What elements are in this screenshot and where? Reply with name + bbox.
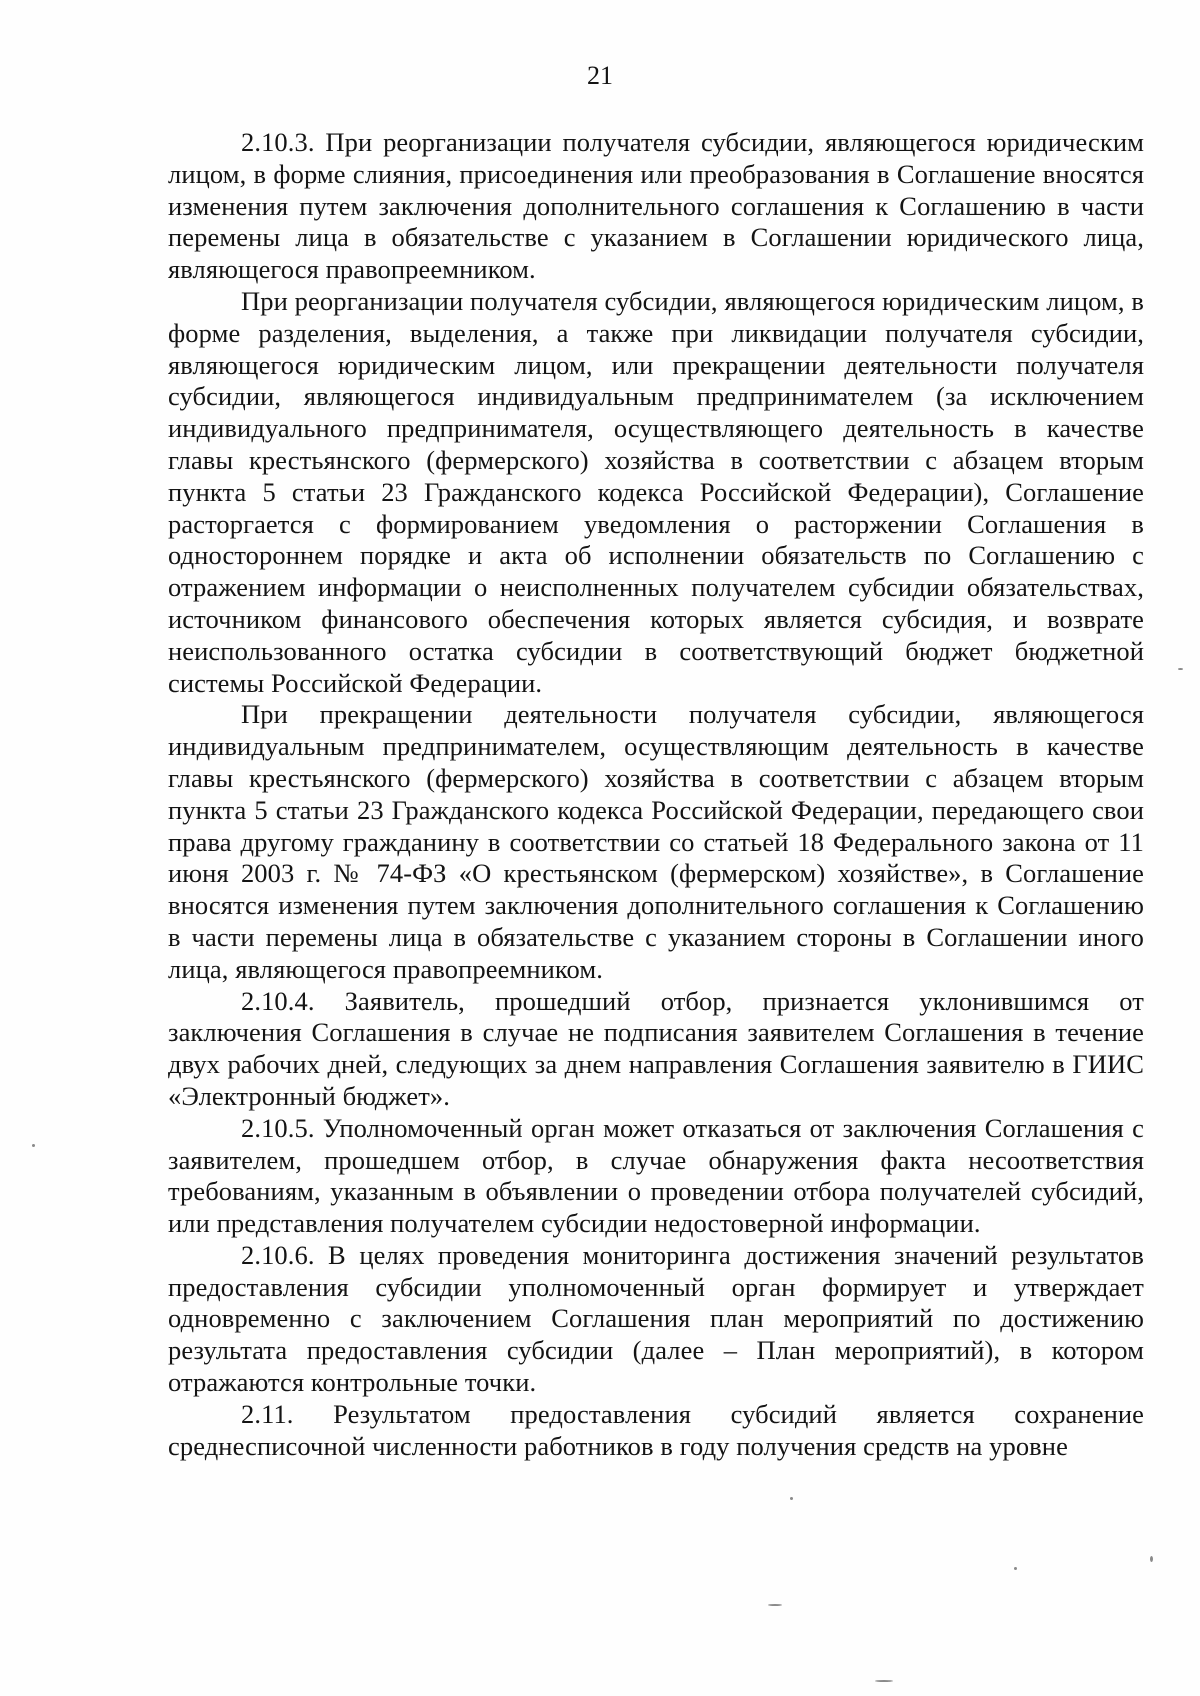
scan-speck — [32, 1144, 35, 1147]
paragraph-2-10-5: 2.10.5. Уполномоченный орган может отказаться от заключения Соглашения с заявителем, прошедшем отбор, в случае обнаружения факта несоответствия требованиям, указанным в объявлении о проведении отбора получателей субсидий, или представления получателем субсидии недостоверной информации. — [168, 1112, 1144, 1239]
paragraph-2-11: 2.11. Результатом предоставления субсидий является сохранение среднесписочной численности работников в году получения средств на уровне — [168, 1398, 1144, 1461]
paragraph-2-10-6: 2.10.6. В целях проведения мониторинга достижения значений результатов предоставления субсидии уполномоченный орган формирует и утверждает одновременно с заключением Соглашения план мероприятий по достижению результата предоставления субсидии (далее – План мероприятий), в котором отражаются контрольные точки. — [168, 1239, 1144, 1398]
scan-speck — [1178, 668, 1183, 670]
scan-speck — [768, 1604, 782, 1606]
page-number: 21 — [587, 61, 613, 90]
scan-speck — [1014, 1567, 1017, 1570]
paragraph-2-10-4: 2.10.4. Заявитель, прошедший отбор, признается уклонившимся от заключения Соглашения в случае не подписания заявителем Соглашения в течение двух рабочих дней, следующих за днем направления Соглашения заявителю в ГИИС «Электронный бюджет». — [168, 985, 1144, 1111]
scan-speck — [790, 1497, 793, 1500]
paragraph-reorganization-division: При реорганизации получателя субсидии, являющегося юридическим лицом, в форме разделения, выделения, а также при ликвидации получателя субсидии, являющегося юридическим лицом, или прекращении деятельности получателя субсидии, являющегося индивидуальным предпринимателем (за исключением индивидуального предпринимателя, осуществляющего деятельность в качестве главы крестьянского (фермерского) хозяйства в соответствии с абзацем вторым пункта 5 статьи 23 Гражданского кодекса Российской Федерации), Соглашение расторгается с формированием уведомления о расторжении Соглашения в одностороннем порядке и акта об исполнении обязательств по Соглашению с отражением информации о неисполненных получателем субсидии обязательствах, источником финансового обеспечения которых является субсидия, и возврате неиспользованного остатка субсидии в соответствующий бюджет бюджетной системы Российской Федерации. — [168, 285, 1144, 698]
document-body — [168, 127, 1144, 1462]
paragraph-2-10-3: 2.10.3. При реорганизации получателя субсидии, являющегося юридическим лицом, в форме слияния, присоединения или преобразования в Соглашение вносятся изменения путем заключения дополнительного соглашения к Соглашению в части перемены лица в обязательстве с указанием в Соглашении юридического лица, являющегося правопреемником. — [168, 127, 1144, 285]
scan-speck — [1150, 1556, 1153, 1562]
paragraph-termination-ip: При прекращении деятельности получателя субсидии, являющегося индивидуальным предпринимателем, осуществляющим деятельность в качестве главы крестьянского (фермерского) хозяйства в соответствии с абзацем вторым пункта 5 статьи 23 Гражданского кодекса Российской Федерации, передающего свои права другому гражданину в соответствии со статьей 18 Федерального закона от 11 июня 2003 г. № 74-ФЗ «О крестьянском (фермерском) хозяйстве», в Соглашение вносятся изменения путем заключения дополнительного соглашения к Соглашению в части перемены лица в обязательстве с указанием стороны в Соглашении иного лица, являющегося правопреемником. — [168, 699, 1144, 984]
scan-speck — [875, 1680, 893, 1682]
